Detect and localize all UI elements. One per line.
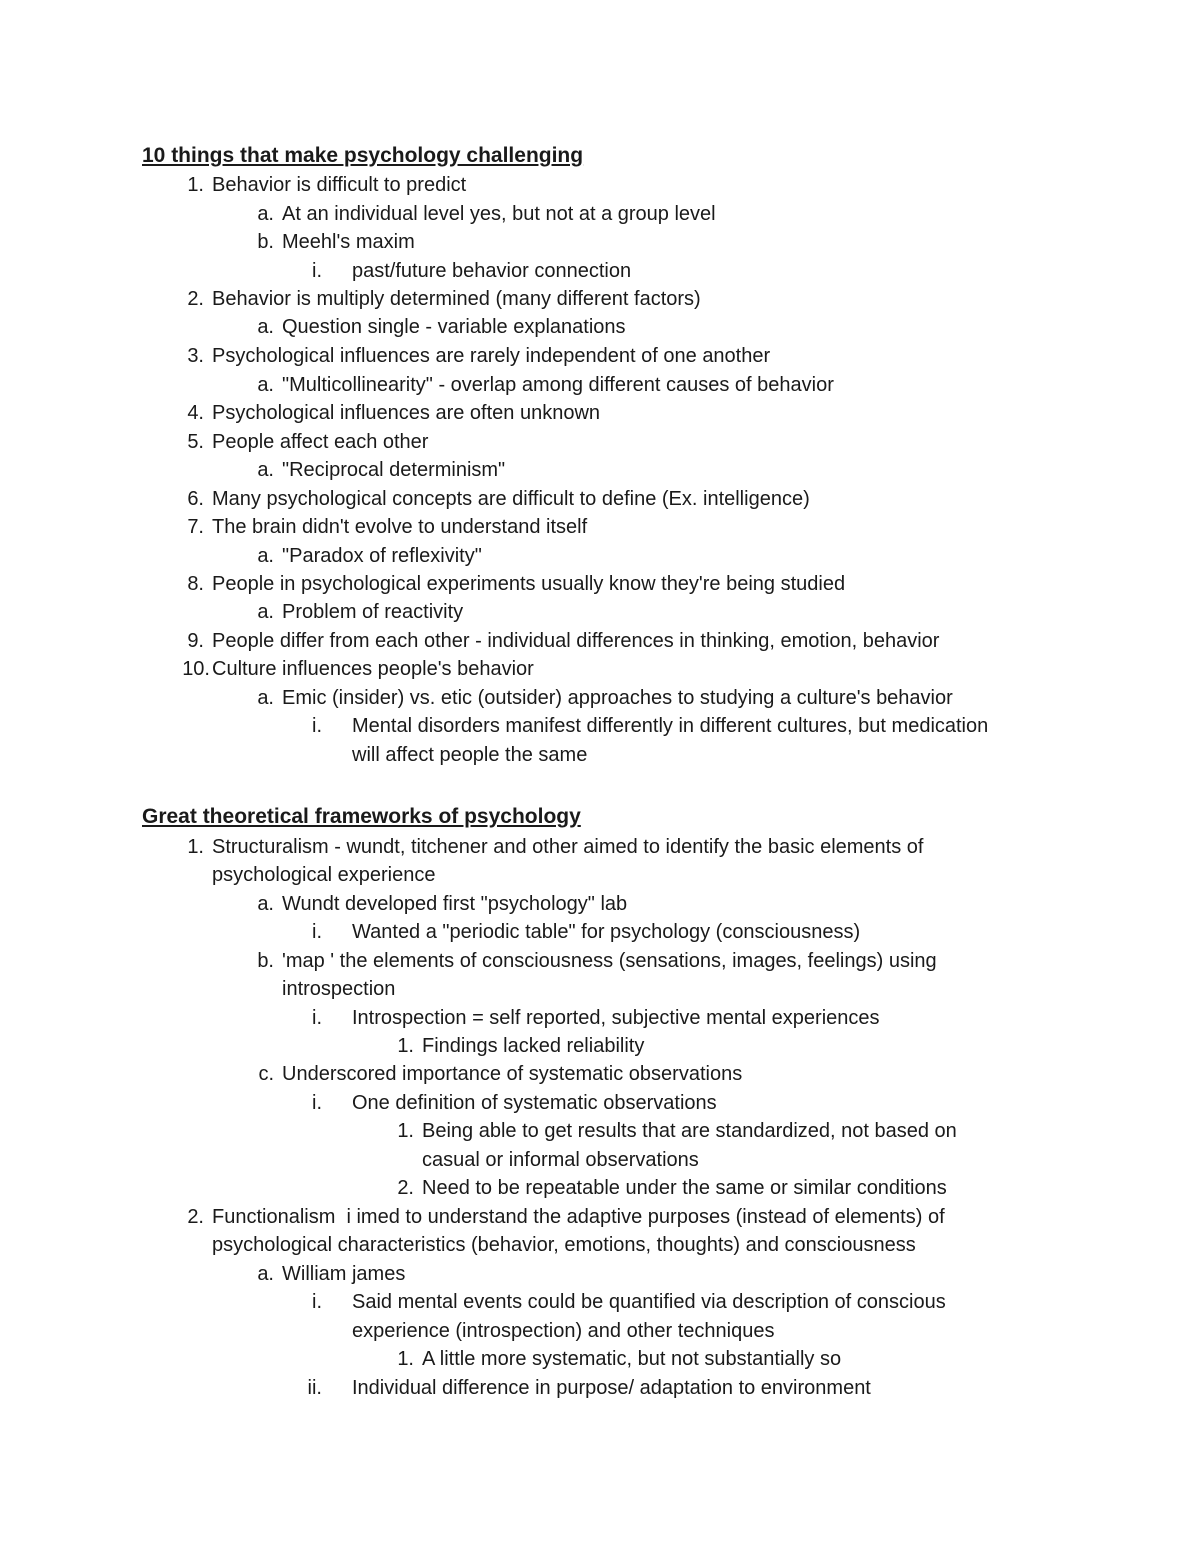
list-marker: i. [312,1291,322,1313]
list-item [187,343,771,369]
list-marker: 3. [187,345,204,367]
list-item-continuation [352,742,587,768]
list-item-text: Functionalism i imed to understand the adaptive purposes (instead of elements) of [212,1206,945,1228]
list-item [257,457,506,483]
list-item [257,229,415,255]
list-item-text: introspection [282,978,396,1000]
list-item-text: "Paradox of reflexivity" [282,545,482,567]
list-marker: 2. [187,1206,204,1228]
list-item-text: Behavior is multiply determined (many different factors) [212,288,701,310]
list-marker: 10. [182,658,210,680]
list-item-text: psychological characteristics (behavior, emotions, thoughts) and consciousness [212,1234,916,1256]
list-marker: i. [312,1007,322,1029]
list-item-continuation [282,976,395,1002]
list-marker: 5. [187,431,204,453]
section-heading-frameworks: Great theoretical frameworks of psychology [142,805,581,828]
list-item-text: People affect each other [212,431,429,453]
list-item-text: Psychological influences are often unknown [212,402,601,424]
list-item-text: People differ from each other - individual differences in thinking, emotion, behavior [212,630,940,652]
list-item [187,400,601,426]
list-item-text: Findings lacked reliability [422,1035,645,1057]
list-item-text: The brain didn't evolve to understand itself [212,516,588,538]
list-item-text: experience (introspection) and other techniques [352,1320,775,1342]
list-item-text: A little more systematic, but not substantially so [422,1348,842,1370]
list-item [182,656,534,682]
list-item-text: psychological experience [212,864,436,886]
list-marker: 4. [187,402,204,424]
list-marker: a. [257,316,274,338]
list-item-continuation [212,1232,916,1258]
list-item [257,543,482,569]
list-marker: 7. [187,516,204,538]
list-item-text: One definition of systematic observations [352,1092,717,1114]
list-item [312,713,989,739]
list-item [397,1175,947,1201]
section-heading-challenges: 10 things that make psychology challenging [142,144,584,167]
list-marker: 1. [187,174,204,196]
list-marker: 8. [187,573,204,595]
list-marker: 1. [397,1348,414,1370]
list-item-continuation [422,1147,699,1173]
list-item [187,429,429,455]
list-item [312,1005,880,1031]
list-marker: a. [257,459,274,481]
list-item-text: People in psychological experiments usually know they're being studied [212,573,846,595]
list-item-text: past/future behavior connection [352,260,632,282]
list-item [187,486,810,512]
list-item-text: William james [282,1263,406,1285]
list-marker: i. [312,715,322,737]
list-marker: a. [257,1263,274,1285]
list-item [187,172,467,198]
list-item [187,286,701,312]
list-item [257,201,716,227]
list-item-text: Psychological influences are rarely independent of one another [212,345,771,367]
list-item [312,919,861,945]
list-marker: a. [257,203,274,225]
list-marker: c. [258,1063,274,1085]
list-item [187,834,924,860]
list-item [257,685,953,711]
list-item-text: Introspection = self reported, subjective mental experiences [352,1007,880,1029]
list-item-text: Mental disorders manifest differently in different cultures, but medication [352,715,989,737]
list-item-text: Meehl's maxim [282,231,415,253]
list-item [187,628,940,654]
list-item-text: At an individual level yes, but not at a group level [282,203,716,225]
list-item-text: Problem of reactivity [282,601,464,623]
list-item-text: Emic (insider) vs. etic (outsider) approaches to studying a culture's behavior [282,687,953,709]
list-item [312,1090,717,1116]
list-marker: 2. [397,1177,414,1199]
list-item-continuation [352,1318,774,1344]
list-marker: i. [312,1092,322,1114]
list-marker: 1. [187,836,204,858]
list-item-text: Culture influences people's behavior [212,658,534,680]
list-item [258,1061,743,1087]
list-item-text: Behavior is difficult to predict [212,174,467,196]
list-item [257,314,626,340]
list-item [187,1204,945,1230]
list-item-text: Said mental events could be quantified via description of conscious [352,1291,946,1313]
list-item [257,891,628,917]
list-item-text: 'map ' the elements of consciousness (sensations, images, feelings) using [282,950,937,972]
list-item [257,948,937,974]
list-item [187,514,588,540]
list-item-text: Structuralism - wundt, titchener and other aimed to identify the basic elements of [212,836,924,858]
list-item-text: Being able to get results that are standardized, not based on [422,1120,957,1142]
list-item-text: Underscored importance of systematic observations [282,1063,743,1085]
list-item [312,1289,946,1315]
list-marker: b. [257,231,274,253]
list-marker: 1. [397,1035,414,1057]
list-marker: b. [257,950,274,972]
list-item-text: "Reciprocal determinism" [282,459,506,481]
list-marker: 1. [397,1120,414,1142]
list-marker: a. [257,893,274,915]
list-marker: a. [257,687,274,709]
list-item [187,571,846,597]
list-marker: 2. [187,288,204,310]
list-item [397,1346,842,1372]
list-marker: a. [257,545,274,567]
list-item-text: Wundt developed first "psychology" lab [282,893,628,915]
list-item-text: Many psychological concepts are difficult to define (Ex. intelligence) [212,488,810,510]
list-item [312,258,632,284]
list-item [397,1118,957,1144]
list-item [257,1261,406,1287]
list-marker: a. [257,601,274,623]
list-item-text: Wanted a "periodic table" for psychology (consciousness) [352,921,861,943]
list-item-text: Need to be repeatable under the same or similar conditions [422,1177,947,1199]
list-item [307,1375,871,1401]
list-marker: i. [312,260,322,282]
list-marker: a. [257,374,274,396]
list-item [397,1033,645,1059]
list-marker: 9. [187,630,204,652]
list-marker: i. [312,921,322,943]
list-item-text: casual or informal observations [422,1149,699,1171]
list-item-continuation [212,862,435,888]
list-marker: ii. [307,1377,322,1399]
list-item [257,372,834,398]
list-item-text: "Multicollinearity" - overlap among different causes of behavior [282,374,834,396]
list-item-text: Individual difference in purpose/ adaptation to environment [352,1377,871,1399]
list-item [257,599,464,625]
list-marker: 6. [187,488,204,510]
list-item-text: Question single - variable explanations [282,316,626,338]
list-item-text: will affect people the same [352,744,588,766]
